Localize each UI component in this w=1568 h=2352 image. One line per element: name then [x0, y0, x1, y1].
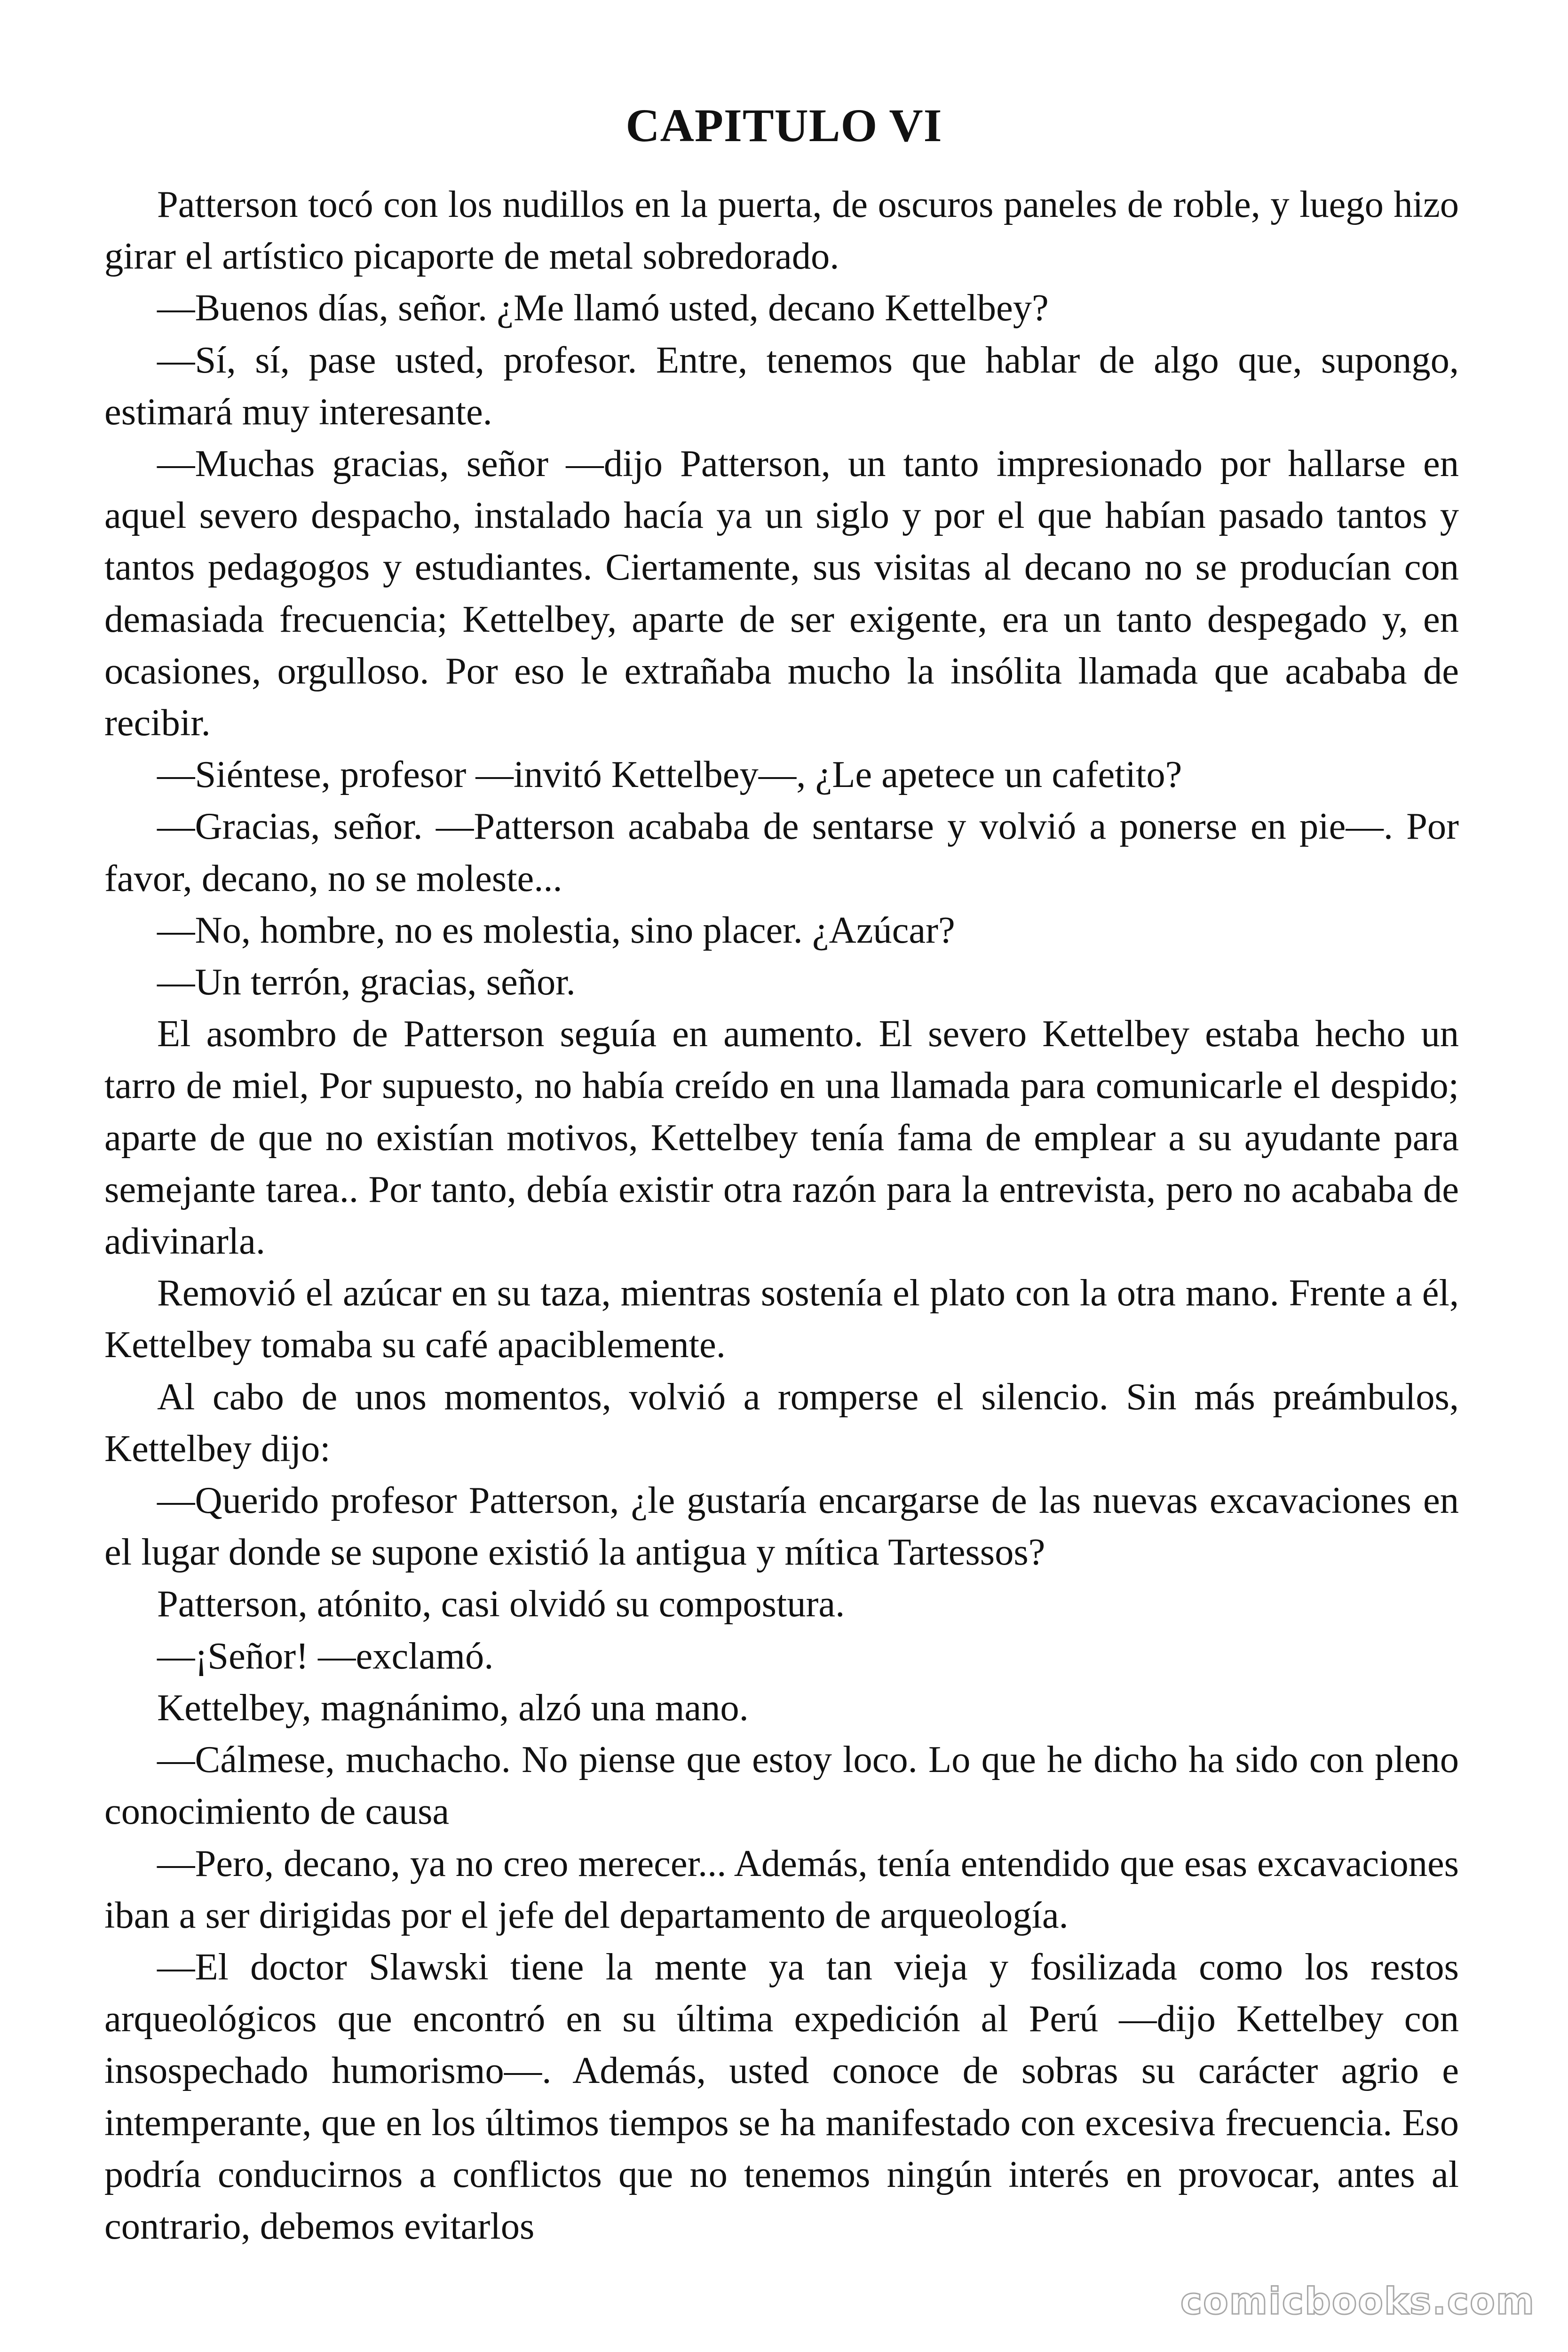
paragraph: Removió el azúcar en su taza, mientras sostenía el plato con la otra mano. Frente a él, Kettelbey tomaba su café apaciblemente.	[104, 1272, 1459, 1366]
paragraph: —Sí, sí, pase usted, profesor. Entre, tenemos que hablar de algo que, supongo, estimará muy interesante.	[104, 339, 1459, 433]
paragraph: —Gracias, señor. —Patterson acababa de sentarse y volvió a ponerse en pie—. Por favor, decano, no se moleste...	[104, 805, 1459, 899]
paragraph: —Siéntese, profesor —invitó Kettelbey—, ¿Le apetece un cafetito?	[157, 754, 1182, 796]
paragraph: —El doctor Slawski tiene la mente ya tan vieja y fosilizada como los restos arqueológicos que encontró en su última expedición al Perú —dijo Kettelbey con insospechado humorismo—. Además, usted conoce de sobras su carácter agrio e intemperante, que en los últimos tiempos se ha manifestado con excesiva frecuencia. Eso podría conducirnos a conflictos que no tenemos ningún interés en provocar, antes al contrario, debemos evitarlos	[104, 1946, 1459, 2247]
paragraph: Patterson, atónito, casi olvidó su compostura.	[157, 1583, 845, 1625]
paragraph: —¡Señor! —exclamó.	[157, 1635, 494, 1677]
paragraph: Al cabo de unos momentos, volvió a romperse el silencio. Sin más preámbulos, Kettelbey dijo:	[104, 1375, 1459, 1470]
paragraph: —No, hombre, no es molestia, sino placer. ¿Azúcar?	[157, 909, 955, 951]
paragraph: —Buenos días, señor. ¿Me llamó usted, decano Kettelbey?	[157, 287, 1049, 329]
chapter-body	[104, 179, 1459, 2252]
paragraph: —Pero, decano, ya no creo merecer... Además, tenía entendido que esas excavaciones iban a ser dirigidas por el jefe del departamento de arqueología.	[104, 1842, 1459, 1936]
watermark-logo: comicbooks.com	[1180, 2280, 1535, 2323]
paragraph: —Querido profesor Patterson, ¿le gustaría encargarse de las nuevas excavaciones en el lugar donde se supone existió la antigua y mítica Tartessos?	[104, 1479, 1459, 1573]
paragraph: Kettelbey, magnánimo, alzó una mano.	[157, 1686, 749, 1729]
paragraph: —Muchas gracias, señor —dijo Patterson, un tanto impresionado por hallarse en aquel severo despacho, instalado hacía ya un siglo y por el que habían pasado tantos y tantos pedagogos y estudiantes. Ciertamente, sus visitas al decano no se producían con demasiada frecuencia; Kettelbey, aparte de ser exigente, era un tanto despegado y, en ocasiones, orgulloso. Por eso le extrañaba mucho la insólita llamada que acababa de recibir.	[104, 443, 1459, 744]
chapter-title: CAPITULO VI	[626, 99, 942, 151]
paragraph: —Cálmese, muchacho. No piense que estoy loco. Lo que he dicho ha sido con pleno conocimiento de causa	[104, 1739, 1459, 1833]
paragraph: El asombro de Patterson seguía en aumento. El severo Kettelbey estaba hecho un tarro de miel, Por supuesto, no había creído en una llamada para comunicarle el despido; aparte de que no existían motivos, Kettelbey tenía fama de emplear a su ayudante para semejante tarea.. Por tanto, debía existir otra razón para la entrevista, pero no acababa de adivinarla.	[104, 1013, 1459, 1263]
paragraph: Patterson tocó con los nudillos en la puerta, de oscuros paneles de roble, y luego hizo girar el artístico picaporte de metal sobredorado.	[104, 183, 1459, 278]
paragraph: —Un terrón, gracias, señor.	[157, 961, 576, 1003]
